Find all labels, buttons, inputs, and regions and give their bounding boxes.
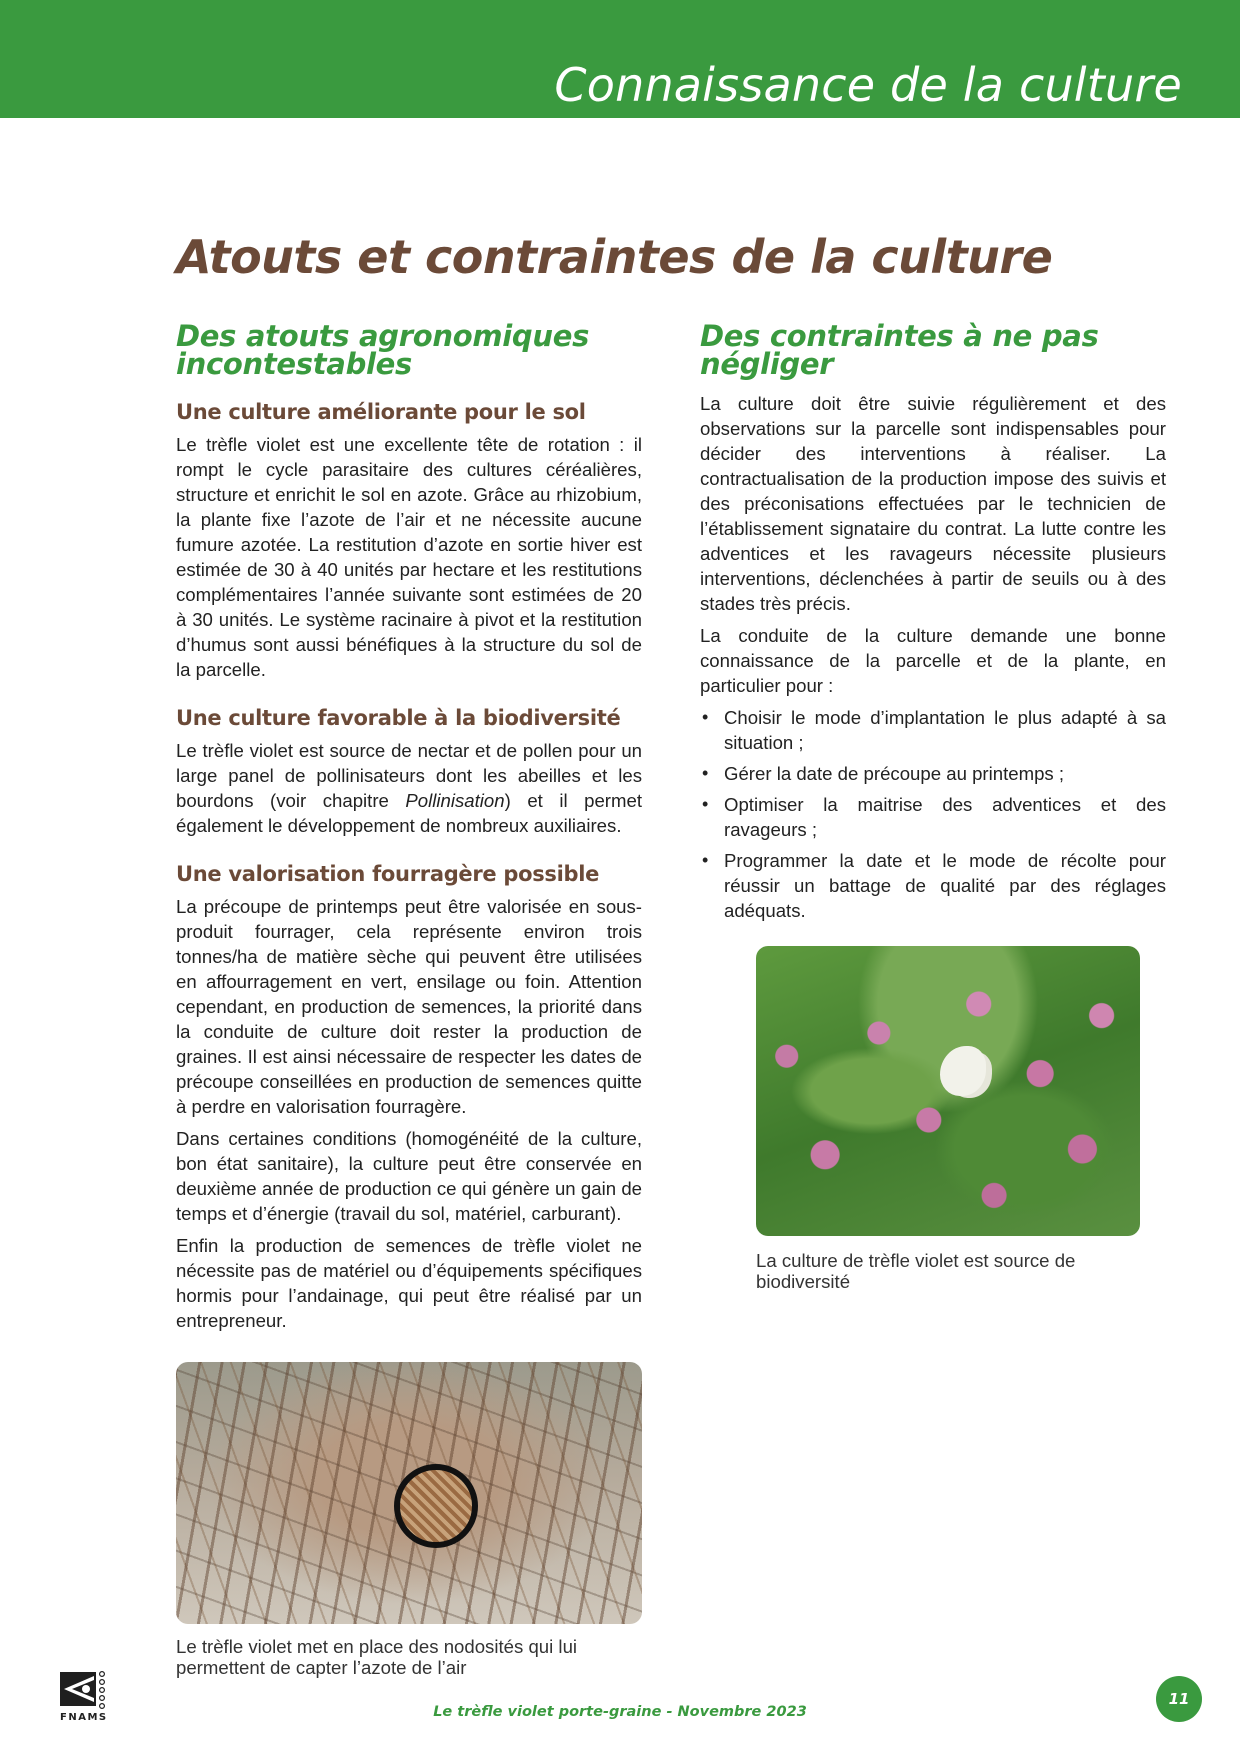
- section-biodiversity: [176, 704, 642, 838]
- paragraph-constraints-1: La culture doit être suivie régulièrement et des observations sur la parcelle sont indispensables pour décider des interventions à réaliser. La contractualisation de la production impose des suivis et des préconisations effectuées par le technicien de l’établissement signataire du contrat. La lutte contre les adventices et les ravageurs nécessite plusieurs interventions, déclenchées à partir de seuils ou à des stades très précis.: [700, 393, 1166, 614]
- list-item: [700, 848, 1166, 923]
- roots-photo-caption: Le trèfle violet met en place des nodosités qui lui permettent de capter l’azote de l’air: [176, 1636, 578, 1678]
- butterfly-icon: [940, 1046, 986, 1096]
- left-column: [176, 319, 642, 1340]
- paragraph-fodder-1: La précoupe de printemps peut être valorisée en sous-produit fourrager, cela représente environ trois tonnes/ha de matière sèche qui peuvent être utilisées en affourragement en vert, ensilage ou foin. Attention cependant, en production de semences, la priorité dans la conduite de culture doit rester la production de graines. Il est ainsi nécessaire de respecter les dates de précoupe conseillées en production de semences quitte à perdre en valorisation fourragère.: [176, 896, 642, 1117]
- list-item-text: Optimiser la maitrise des adventices et des ravageurs ;: [724, 794, 1166, 840]
- constraints-list: [700, 705, 1166, 923]
- bullet-icon: •: [702, 850, 709, 870]
- right-column: [700, 319, 1166, 929]
- paragraph-biodiversity-part1: Le trèfle violet est source de nectar et de pollen pour un large panel de pollinisateurs dont les abeilles et les bourdons (voir chapitre: [176, 740, 642, 811]
- paragraph-fodder-3: Enfin la production de semences de trèfle violet ne nécessite pas de matériel ou d’équipements spécifiques hormis pour l’andainage, qui peut être réalisé par un entrepreneur.: [176, 1235, 642, 1331]
- list-item-text: Programmer la date et le mode de récolte pour réussir un battage de qualité par des réglages adéquats.: [724, 850, 1166, 921]
- section-title: Connaissance de la culture: [554, 58, 1182, 112]
- subtitle-biodiversity: Une culture favorable à la biodiversité: [176, 706, 621, 730]
- clover-field-photo: [756, 946, 1140, 1236]
- bullet-icon: •: [702, 763, 709, 783]
- left-column-title: Des atouts agronomiques incontestables: [176, 319, 590, 381]
- right-column-title: Des contraintes à ne pas négliger: [700, 319, 1099, 381]
- paragraph-soil: Le trèfle violet est une excellente tête de rotation : il rompt le cycle parasitaire des cultures céréalières, structure et enrichit le sol en azote. Grâce au rhizobium, la plante fixe l’azote de l’air et ne nécessite aucune fumure azotée. La restitution d’azote en sortie hiver est estimée de 30 à 40 unités par hectare et les restitutions complémentaires l’année suivante sont estimées de 20 à 30 unités. Le système racinaire à pivot et la restitution d’humus sont aussi bénéfiques à la structure du sol de la parcelle.: [176, 434, 642, 680]
- pollinisation-reference: Pollinisation: [405, 790, 505, 811]
- fnams-logo-text: FNAMS: [60, 1712, 108, 1723]
- page-number-badge: 11: [1156, 1676, 1202, 1722]
- header-band: [0, 0, 1240, 118]
- paragraph-fodder-2: Dans certaines conditions (homogénéité de la culture, bon état sanitaire), la culture peut être conservée en deuxième année de production ce qui génère un gain de temps et d’énergie (travail du sol, matériel, carburant).: [176, 1128, 642, 1224]
- paragraph-biodiversity: [176, 738, 642, 838]
- subtitle-fodder: Une valorisation fourragère possible: [176, 862, 600, 886]
- list-item-text: Gérer la date de précoupe au printemps ;: [724, 763, 1065, 784]
- page-title: Atouts et contraintes de la culture: [176, 230, 1053, 284]
- nodules-highlight-circle: [394, 1464, 478, 1548]
- section-fodder: [176, 860, 642, 1333]
- list-item-text: Choisir le mode d’implantation le plus adapté à sa situation ;: [724, 707, 1166, 753]
- section-soil: [176, 398, 642, 682]
- list-item: [700, 761, 1166, 786]
- list-item: [700, 792, 1166, 842]
- list-item: [700, 705, 1166, 755]
- subtitle-soil: Une culture améliorante pour le sol: [176, 400, 586, 424]
- paragraph-constraints-2: La conduite de la culture demande une bonne connaissance de la parcelle et de la plante, en particulier pour :: [700, 625, 1166, 696]
- roots-photo: [176, 1362, 642, 1624]
- paragraph-biodiversity-part2: ) et il permet également le développement de nombreux auxiliaires.: [176, 790, 642, 836]
- bullet-icon: •: [702, 794, 709, 814]
- bullet-icon: •: [702, 707, 709, 727]
- clover-photo-caption: La culture de trèfle violet est source de biodiversité: [756, 1250, 1076, 1292]
- footer-publication: Le trèfle violet porte-graine - Novembre 2023: [433, 1704, 807, 1720]
